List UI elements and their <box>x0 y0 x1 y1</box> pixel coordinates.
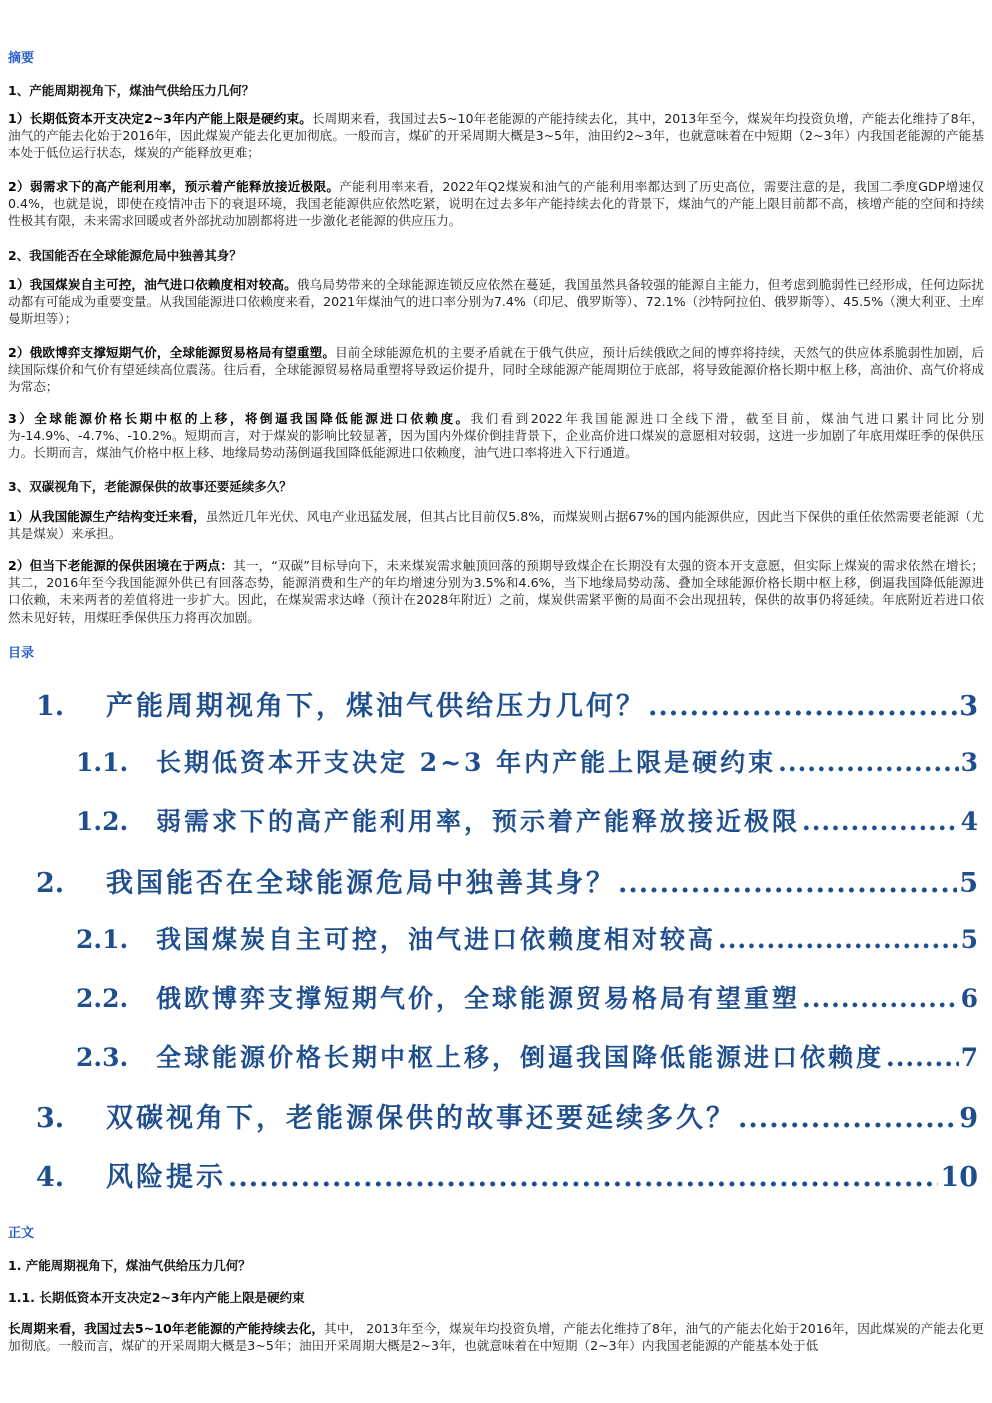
summary-paragraph-5 <box>8 410 984 462</box>
toc-entry[interactable] <box>36 1038 978 1074</box>
body-section-heading: 1. 产能周期视角下，煤油气供给压力几何？ <box>8 1258 251 1273</box>
summary-paragraph-7 <box>8 557 984 626</box>
body-paragraph-1 <box>8 1320 984 1354</box>
toc-heading: 目录 <box>8 646 35 661</box>
paragraph-lead: 1）从我国能源生产结构变迁来看， <box>8 509 206 524</box>
paragraph-text: 产能利用率来看，2022年Q2煤炭和油气的产能利用率都达到了历史高位，需要注意的是，我国二季度GDP增速仅0.4%，也就是说，即使在疫情冲击下的衰退环境，我国老能源供应依然吃紧，说明在过去多年产能持续去化的背景下，煤油气的产能上限目前都不高，核增产能的空间和持续性极其有限，未来需求回暖或者外部扰动加剧都将进一步激化老能源的供应压力。 <box>8 179 984 229</box>
paragraph-lead: 3）全球能源价格长期中枢的上移，将倒逼我国降低能源进口依赖度。 <box>8 411 471 426</box>
toc-entry-number: 1.2. <box>76 807 129 836</box>
paragraph-lead: 2）但当下老能源的保供困境在于两点： <box>8 558 234 573</box>
body-heading: 正文 <box>8 1226 35 1241</box>
toc-entry-title: 风险提示 <box>106 1162 226 1193</box>
paragraph-lead: 1）长期低资本开支决定2~3年内产能上限是硬约束。 <box>8 111 312 126</box>
toc-entry-number: 1. <box>36 691 65 722</box>
toc-leader-dots <box>648 691 957 722</box>
summary-paragraph-2 <box>8 178 984 230</box>
paragraph-text: 俄乌局势带来的全球能源连锁反应依然在蔓延，我国虽然具备较强的能源自主能力，但考虑到脆弱性已经形成，任何边际扰动都有可能成为重要变量。从我国能源进口依赖度来看，2021年煤油气的进口率分别为7.4%（印尼、俄罗斯等）、72.1%（沙特阿拉伯、俄罗斯等）、45.5%（澳大利亚、土库曼斯坦等）； <box>8 277 985 327</box>
toc-entry-title: 弱需求下的高产能利用率，预示着产能释放接近极限 <box>156 807 801 836</box>
summary-question-3: 3、双碳视角下，老能源保供的故事还要延续多久？ <box>8 479 292 494</box>
toc-entry[interactable] <box>36 861 978 900</box>
toc-leader-dots <box>886 1043 959 1072</box>
toc-entry-number: 2.3. <box>76 1043 129 1072</box>
toc-entry-title: 我国能否在全球能源危局中独善其身？ <box>106 868 616 899</box>
paragraph-text: 我们看到2022年我国能源进口全线下滑，截至目前，煤油气进口累计同比分别为-14.9%、-4.7%、-10.2%。短期而言，对于煤炭的影响比较显著，因为国内外煤价倒挂背景下，企业高价进口煤炭的意愿相对较弱，这进一步加剧了年底用煤旺季的保供压力。长期而言，煤油气价格中枢上移、地缘局势动荡倒逼我国降低能源进口依赖度，油气进口率将进入下行通道。 <box>8 411 984 461</box>
summary-paragraph-1 <box>8 110 984 162</box>
toc-entry-page: 10 <box>940 1162 978 1193</box>
toc-leader-dots <box>738 1103 957 1134</box>
paragraph-lead: 2）俄欧博弈支撑短期气价，全球能源贸易格局有望重塑。 <box>8 345 336 360</box>
toc-entry[interactable] <box>36 1096 978 1135</box>
paragraph-lead: 长周期来看，我国过去5~10年老能源的产能持续去化， <box>8 1321 325 1336</box>
summary-heading: 摘要 <box>8 51 35 66</box>
toc-entry-number: 2.2. <box>76 984 129 1013</box>
toc-entry-page: 5 <box>960 925 978 954</box>
paragraph-text: 长周期来看，我国过去5~10年老能源的产能持续去化，其中，2013年至今，煤炭年均投资负增，产能去化维持了8年，油气的产能去化始于2016年，因此煤炭产能去化更加彻底。一般而言，煤矿的开采周期大概是3~5年，油田约2~3年，也就意味着在中短期（2~3年）内我国老能源的产能基本处于低位运行状态，煤炭的产能释放更难； <box>8 111 984 161</box>
toc-entry-title: 俄欧博弈支撑短期气价，全球能源贸易格局有望重塑 <box>156 984 801 1013</box>
toc-entry[interactable] <box>36 1155 978 1194</box>
toc-entry-page: 6 <box>960 984 978 1013</box>
toc-entry[interactable] <box>36 802 978 838</box>
toc-entry[interactable] <box>36 979 978 1015</box>
toc-entry[interactable] <box>36 920 978 956</box>
body-subsection-heading: 1.1. 长期低资本开支决定2~3年内产能上限是硬约束 <box>8 1290 305 1305</box>
paragraph-text: 其中， 2013年至今，煤炭年均投资负增，产能去化维持了8年，油气的产能去化始于2016年，因此煤炭的产能去化更加彻底。一般而言，煤矿的开采周期大概是3~5年；油田开采周期大概是2~3年，也就意味着在中短期（2~3年）内我国老能源的产能基本处于低 <box>8 1321 984 1354</box>
paragraph-lead: 2）弱需求下的高产能利用率，预示着产能释放接近极限。 <box>8 179 340 194</box>
summary-question-2: 2、我国能否在全球能源危局中独善其身？ <box>8 248 242 263</box>
toc-entry-page: 3 <box>959 691 978 722</box>
toc-entry-page: 4 <box>960 807 978 836</box>
toc-entry[interactable] <box>36 743 978 779</box>
summary-question-1: 1、产能周期视角下，煤油气供给压力几何？ <box>8 83 255 98</box>
toc-entry-number: 2. <box>36 868 65 899</box>
toc-entry-page: 5 <box>959 868 978 899</box>
toc-leader-dots <box>802 984 959 1013</box>
toc-entry-number: 3. <box>36 1103 65 1134</box>
toc-entry-title: 产能周期视角下，煤油气供给压力几何？ <box>106 691 646 722</box>
toc-leader-dots <box>228 1162 938 1193</box>
toc-entry-page: 3 <box>960 748 978 777</box>
paragraph-text: 其一，“双碳”目标导向下，未来煤炭需求触顶回落的预期导致煤企在长期没有太强的资本开支意愿，但实际上煤炭的需求依然在增长；其二，2016年至今我国能源外供已有回落态势，能源消费和生产的年均增速分别为3.5%和4.6%，当下地缘局势动荡、叠加全球能源价格长期中枢上移，倒逼我国降低能源进口依赖，未来两者的差值将进一步扩大。因此，在煤炭需求达峰（预计在2028年附近）之前，煤炭供需紧平衡的局面不会出现扭转，保供的故事仍将延续。年底附近若进口依然未见好转，用煤旺季保供压力将再次加剧。 <box>8 558 984 625</box>
toc-entry-number: 4. <box>36 1162 65 1193</box>
toc-leader-dots <box>778 748 958 777</box>
toc-leader-dots <box>618 868 957 899</box>
toc-entry-title: 双碳视角下，老能源保供的故事还要延续多久？ <box>106 1103 736 1134</box>
toc-entry-number: 2.1. <box>76 925 129 954</box>
toc-entry-title: 全球能源价格长期中枢上移，倒逼我国降低能源进口依赖度 <box>156 1043 885 1072</box>
summary-paragraph-3 <box>8 276 984 328</box>
toc-entry-number: 1.1. <box>76 748 129 777</box>
toc-entry-title: 长期低资本开支决定 2~3 年内产能上限是硬约束 <box>156 748 777 777</box>
toc-entry[interactable] <box>36 684 978 723</box>
paragraph-text: 虽然近几年光伏、风电产业迅猛发展，但其占比目前仅5.8%，而煤炭则占据67%的国内能源供应，因此当下保供的重任依然需要老能源（尤其是煤炭）来承担。 <box>8 509 984 542</box>
toc-leader-dots <box>718 925 959 954</box>
paragraph-lead: 1）我国煤炭自主可控，油气进口依赖度相对较高。 <box>8 277 297 292</box>
summary-paragraph-6 <box>8 508 984 542</box>
toc-entry-title: 我国煤炭自主可控，油气进口依赖度相对较高 <box>156 925 717 954</box>
paragraph-text: 目前全球能源危机的主要矛盾就在于俄气供应，预计后续俄欧之间的博弈将持续，天然气的供应体系脆弱性加剧，后续国际煤价和气价有望延续高位震荡。往后看，全球能源贸易格局重塑将导致运价提升，同时全球能源产能周期位于底部，将导致能源价格长期中枢上移，高油价、高气价将成为常态； <box>8 345 985 395</box>
toc-entry-page: 9 <box>959 1103 978 1134</box>
summary-paragraph-4 <box>8 344 984 396</box>
toc-leader-dots <box>802 807 959 836</box>
toc-entry-page: 7 <box>960 1043 978 1072</box>
